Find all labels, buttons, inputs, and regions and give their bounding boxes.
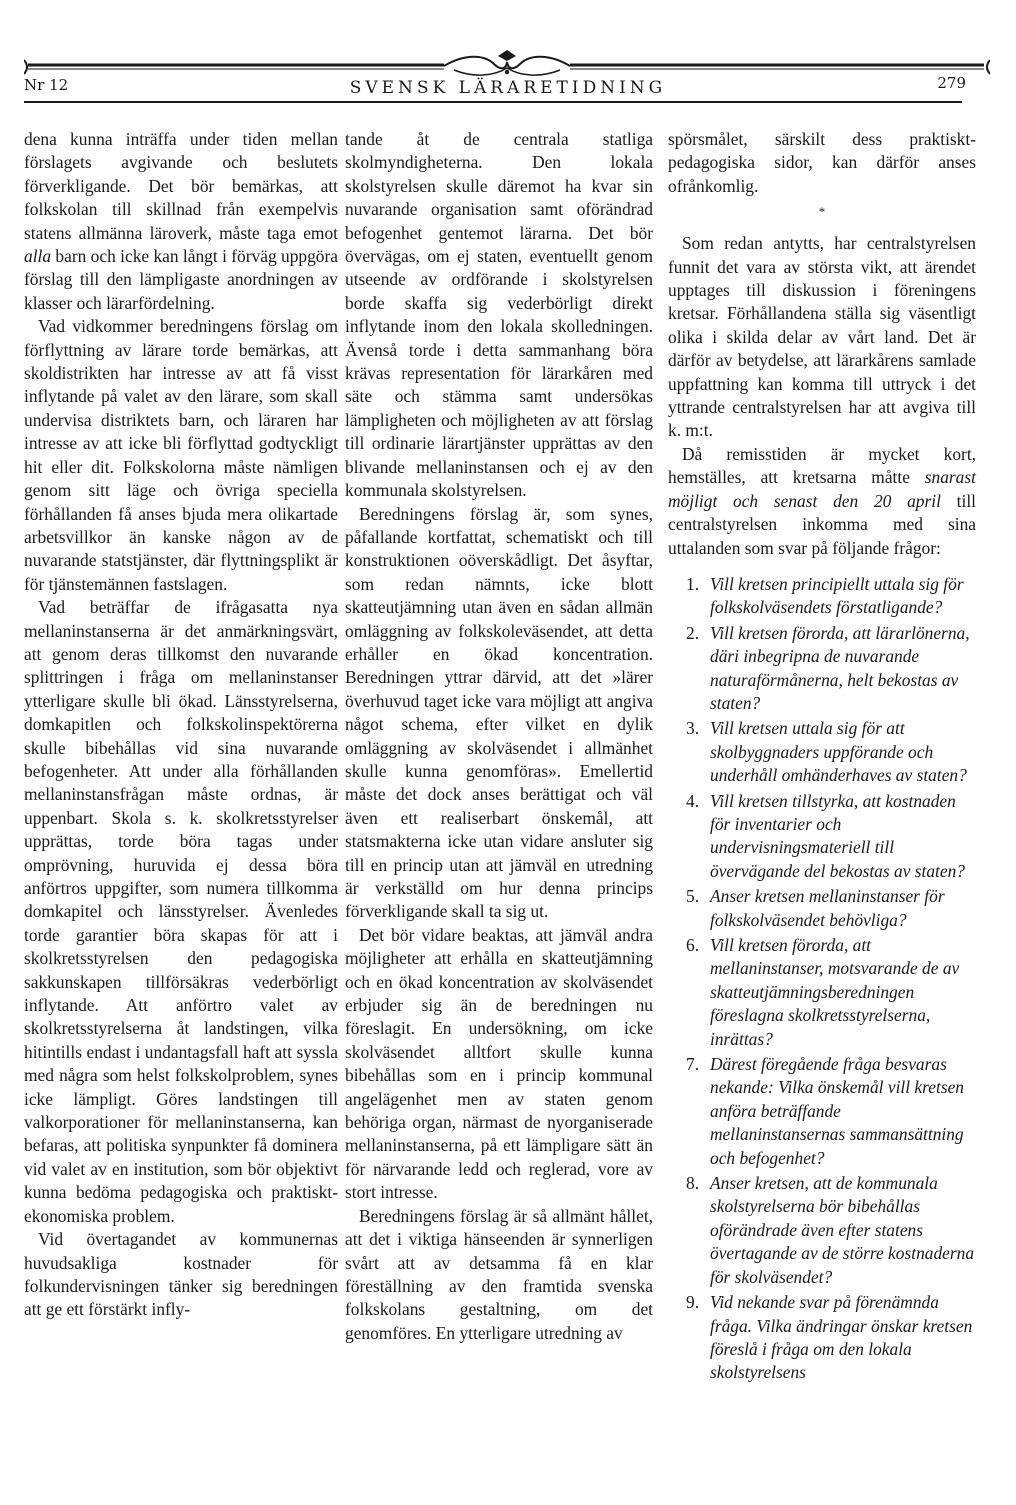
question-text: Anser kretsen mellaninstanser för folkskolväsendet behövliga? (710, 886, 945, 930)
paragraph: tande åt de centrala statliga skolmyndigheterna. Den lokala skolstyrelsen skulle däremot ha kvar sin nuvarande organisation samt oförändrad befogenhet gentemot lärarna. Det bör övervägas, om ej staten, eventuellt genom utseende av ordförande i skolstyrelsen borde skaffa sig vederbörligt direkt inflytande inom den lokala skolledningen. Ävenså torde i detta sammanhang böra krävas representation för lärarkåren med säte och stämma samt undersökas lämpligheten och möjligheten av att förslag till ordinarie lärartjänster upprättas av den blivande mellaninstansen och ej av den kommunala skolstyrelsen. (345, 129, 653, 501)
question-number: 7. (686, 1054, 700, 1075)
page-number: 279 (937, 74, 966, 92)
question-item (668, 573, 976, 620)
paragraph: spörsmålet, särskilt dess praktiskt-pedagogiska sidor, kan därför anses ofrånkomlig. (668, 129, 976, 196)
question-list (668, 573, 976, 1385)
paragraph: Vid övertagandet av kommunernas huvudsakliga kostnader för folkundervisningen tänker sig beredningen att ge ett förstärkt infly- (24, 1229, 338, 1320)
question-item (668, 790, 976, 884)
question-number: 3. (686, 718, 700, 739)
emphasis-text: alla (24, 246, 52, 267)
paragraph: Vad vidkommer beredningens förslag om förflyttning av lärare torde bemärkas, att skoldistrikten har intresse av att få visst inflytande på valet av den lärare, som skall undervisa distriktets barn, och läraren har intresse av att icke bli förflyttad godtyckligt hit eller dit. Folkskolorna måste nämligen genom sitt läge och övriga speciella förhållanden få anses bjuda mera olikartade arbetsvillkor än kanske någon av de nuvarande statstjänster, där flyttningsplikt är för tjänstemännen fastslagen. (24, 316, 338, 594)
paragraph: Beredningens förslag är, som synes, påfallande kortfattat, schematiskt och till konstruktionen oöverskådligt. Det åsyftar, som redan nämnts, icke blott skatteutjämning utan även en sådan allmän omläggning av folkskoleväsendet, att detta erhåller en ökad koncentration. Beredningen yttrar därvid, att det »lärer överhuvud taget icke vara möjligt att angiva något schema, efter vilket en dylik omläggning av skolväsendet i allmänhet skulle kunna genomföras». Emellertid måste det dock anses berättigat och väl även ett realiserbart önskemål, att statsmakterna icke utan vidare ansluter sig till en princip utan att jämväl en utredning är verkställd om hur denna princips förverkligande skall ta sig ut. (345, 503, 653, 922)
question-number: 1. (686, 573, 700, 594)
question-item (668, 1172, 976, 1289)
question-item (668, 622, 976, 716)
question-item (668, 1053, 976, 1170)
question-item (668, 885, 976, 932)
question-number: 2. (686, 622, 700, 643)
paragraph: Det bör vidare beaktas, att jämväl andra möjligheter att erhålla en skatteutjämning och en ökad koncentration av skolväsendet erbjuder sig än de beredningen nu föreslagit. En undersökning, om icke skolväsendet alltfort skulle kunna bibehållas som en i princip kommunal angelägenhet men av staten genom behöriga organ, närmast de nyorganiserade mellaninstanserna, på ett lämpligare sätt än för närvarande ledd och reglerad, vore av stort intresse. (345, 924, 653, 1203)
text-run: till centralstyrelsen inkomma med sina uttalanden som svar på följande frågor: (668, 490, 976, 558)
text-run: barn och icke kan långt i förväg uppgöra förslag till den lämpligaste anordningen av klasser och lärarfördelning. (24, 246, 338, 313)
question-text: Vill kretsen uttala sig för att skolbyggnaders uppförande och underhåll omhänderhaves av staten? (710, 718, 967, 786)
question-text: Vid nekande svar på förenämnda fråga. Vilka ändringar önskar kretsen föreslå i fråga om den lokala skolstyrelsens (710, 1292, 973, 1383)
header-rule (24, 101, 962, 103)
paragraph (24, 128, 338, 315)
column-2 (345, 128, 653, 1345)
question-item (668, 1291, 976, 1385)
issue-number: Nr 12 (24, 76, 69, 94)
newspaper-title: SVENSK LÄRARETIDNING (349, 78, 667, 98)
question-number: 4. (686, 790, 700, 811)
text-run: dena kunna inträffa under tiden mellan förslagets avgivande och beslutets förverkligande. Det bör bemärkas, att folkskolan till skillnad från exempelvis statens allmänna läroverk, måste taga emot (24, 129, 338, 243)
text-run: Då remisstiden är mycket kort, hemställes, att kretsarna måtte (668, 443, 976, 488)
question-item (668, 717, 976, 787)
paragraph: Beredningens förslag är så allmänt hållet, att det i viktiga hänseenden är synnerligen svårt att av detsamma få en klar föreställning av den framtida svenska folkskolans gestaltning, om det genomföres. En ytterligare utredning av (345, 1205, 653, 1343)
question-number: 9. (686, 1292, 700, 1313)
question-number: 6. (686, 935, 700, 955)
question-text: Vill kretsen förorda, att lärarlönerna, däri inbegripna de nuvarande naturaförmånerna, helt bekostas av staten? (710, 622, 970, 713)
question-text: Vill kretsen tillstyrka, att kostnaden för inventarier och undervisningsmateriell till övervägande del bekostas av staten? (710, 790, 965, 881)
emphasis-text: snarast möjligt och senast den 20 april (668, 467, 976, 511)
question-text: Vill kretsen förorda, att mellaninstanser, motsvarande de av skatteutjämningsberedningen föreslagna skolkretsstyrelserna, inrättas? (710, 935, 960, 1049)
question-text: Anser kretsen, att de kommunala skolstyrelserna bör bibehållas oförändrade även efter statens övertagande av de större kostnaderna för skolväsendet? (710, 1173, 975, 1287)
column-1 (24, 128, 338, 1322)
column-3 (668, 128, 976, 1387)
paragraph (668, 443, 976, 560)
question-number: 5. (686, 886, 700, 907)
question-text: Därest föregående fråga besvaras nekande: Vilka önskemål vill kretsen anföra beträffande mellaninstansernas sammansättning och befogenhet? (710, 1054, 964, 1168)
question-number: 8. (686, 1173, 700, 1194)
question-text: Vill kretsen principiellt uttala sig för folkskolväsendets förstatligande? (710, 573, 964, 618)
question-item (668, 934, 976, 1051)
paragraph: Vad beträffar de ifrågasatta nya mellaninstanserna är det anmärkningsvärt, att genom deras tillkomst den nuvarande splittringen i fråga om mellaninstanser ytterligare skulle bli ökad. Länsstyrelserna, domkapitlen och folkskolinspektörerna skulle bibehållas vid sina nuvarande befogenheter. Att under alla förhållanden mellaninstansfrågan måste ordnas, är uppenbart. Skola s. k. skolkretsstyrelser upprättas, torde böra tagas under omprövning, huruvida ej dessa böra anförtros uppgifter, som numera tillkomma domkapitel och länsstyrelser. Ävenledes torde garantier böra skapas för att i skolkretsstyrelsen den pedagogiska sakkunskapen tillförsäkras vederbörligt inflytande. Att anförtro valet av skolkretsstyrelserna åt landstingen, vilka hitintills endast i undantagsfall haft att syssla med några som helst folkskolproblem, synes icke lämpligt. Göres landstingen till valkorporationer för mellaninstanserna, kan befaras, att politiska synpunkter få dominera vid valet av en institution, som bör objektivt kunna bedöma pedagogiska och praktiskt-ekonomiska problem. (24, 597, 338, 1226)
paragraph: Som redan antytts, har centralstyrelsen funnit det vara av största vikt, att ärendet upptages till diskussion i föreningens kretsar. Förhållandena ställa sig väsentligt olika i skilda delar av vårt land. Det är därför av betydelse, att lärarkårens samlade uppfattning kan komma till uttryck i det yttrande centralstyrelsen har att avgiva till k. m:t. (668, 233, 976, 441)
section-divider-star: * (818, 204, 826, 220)
